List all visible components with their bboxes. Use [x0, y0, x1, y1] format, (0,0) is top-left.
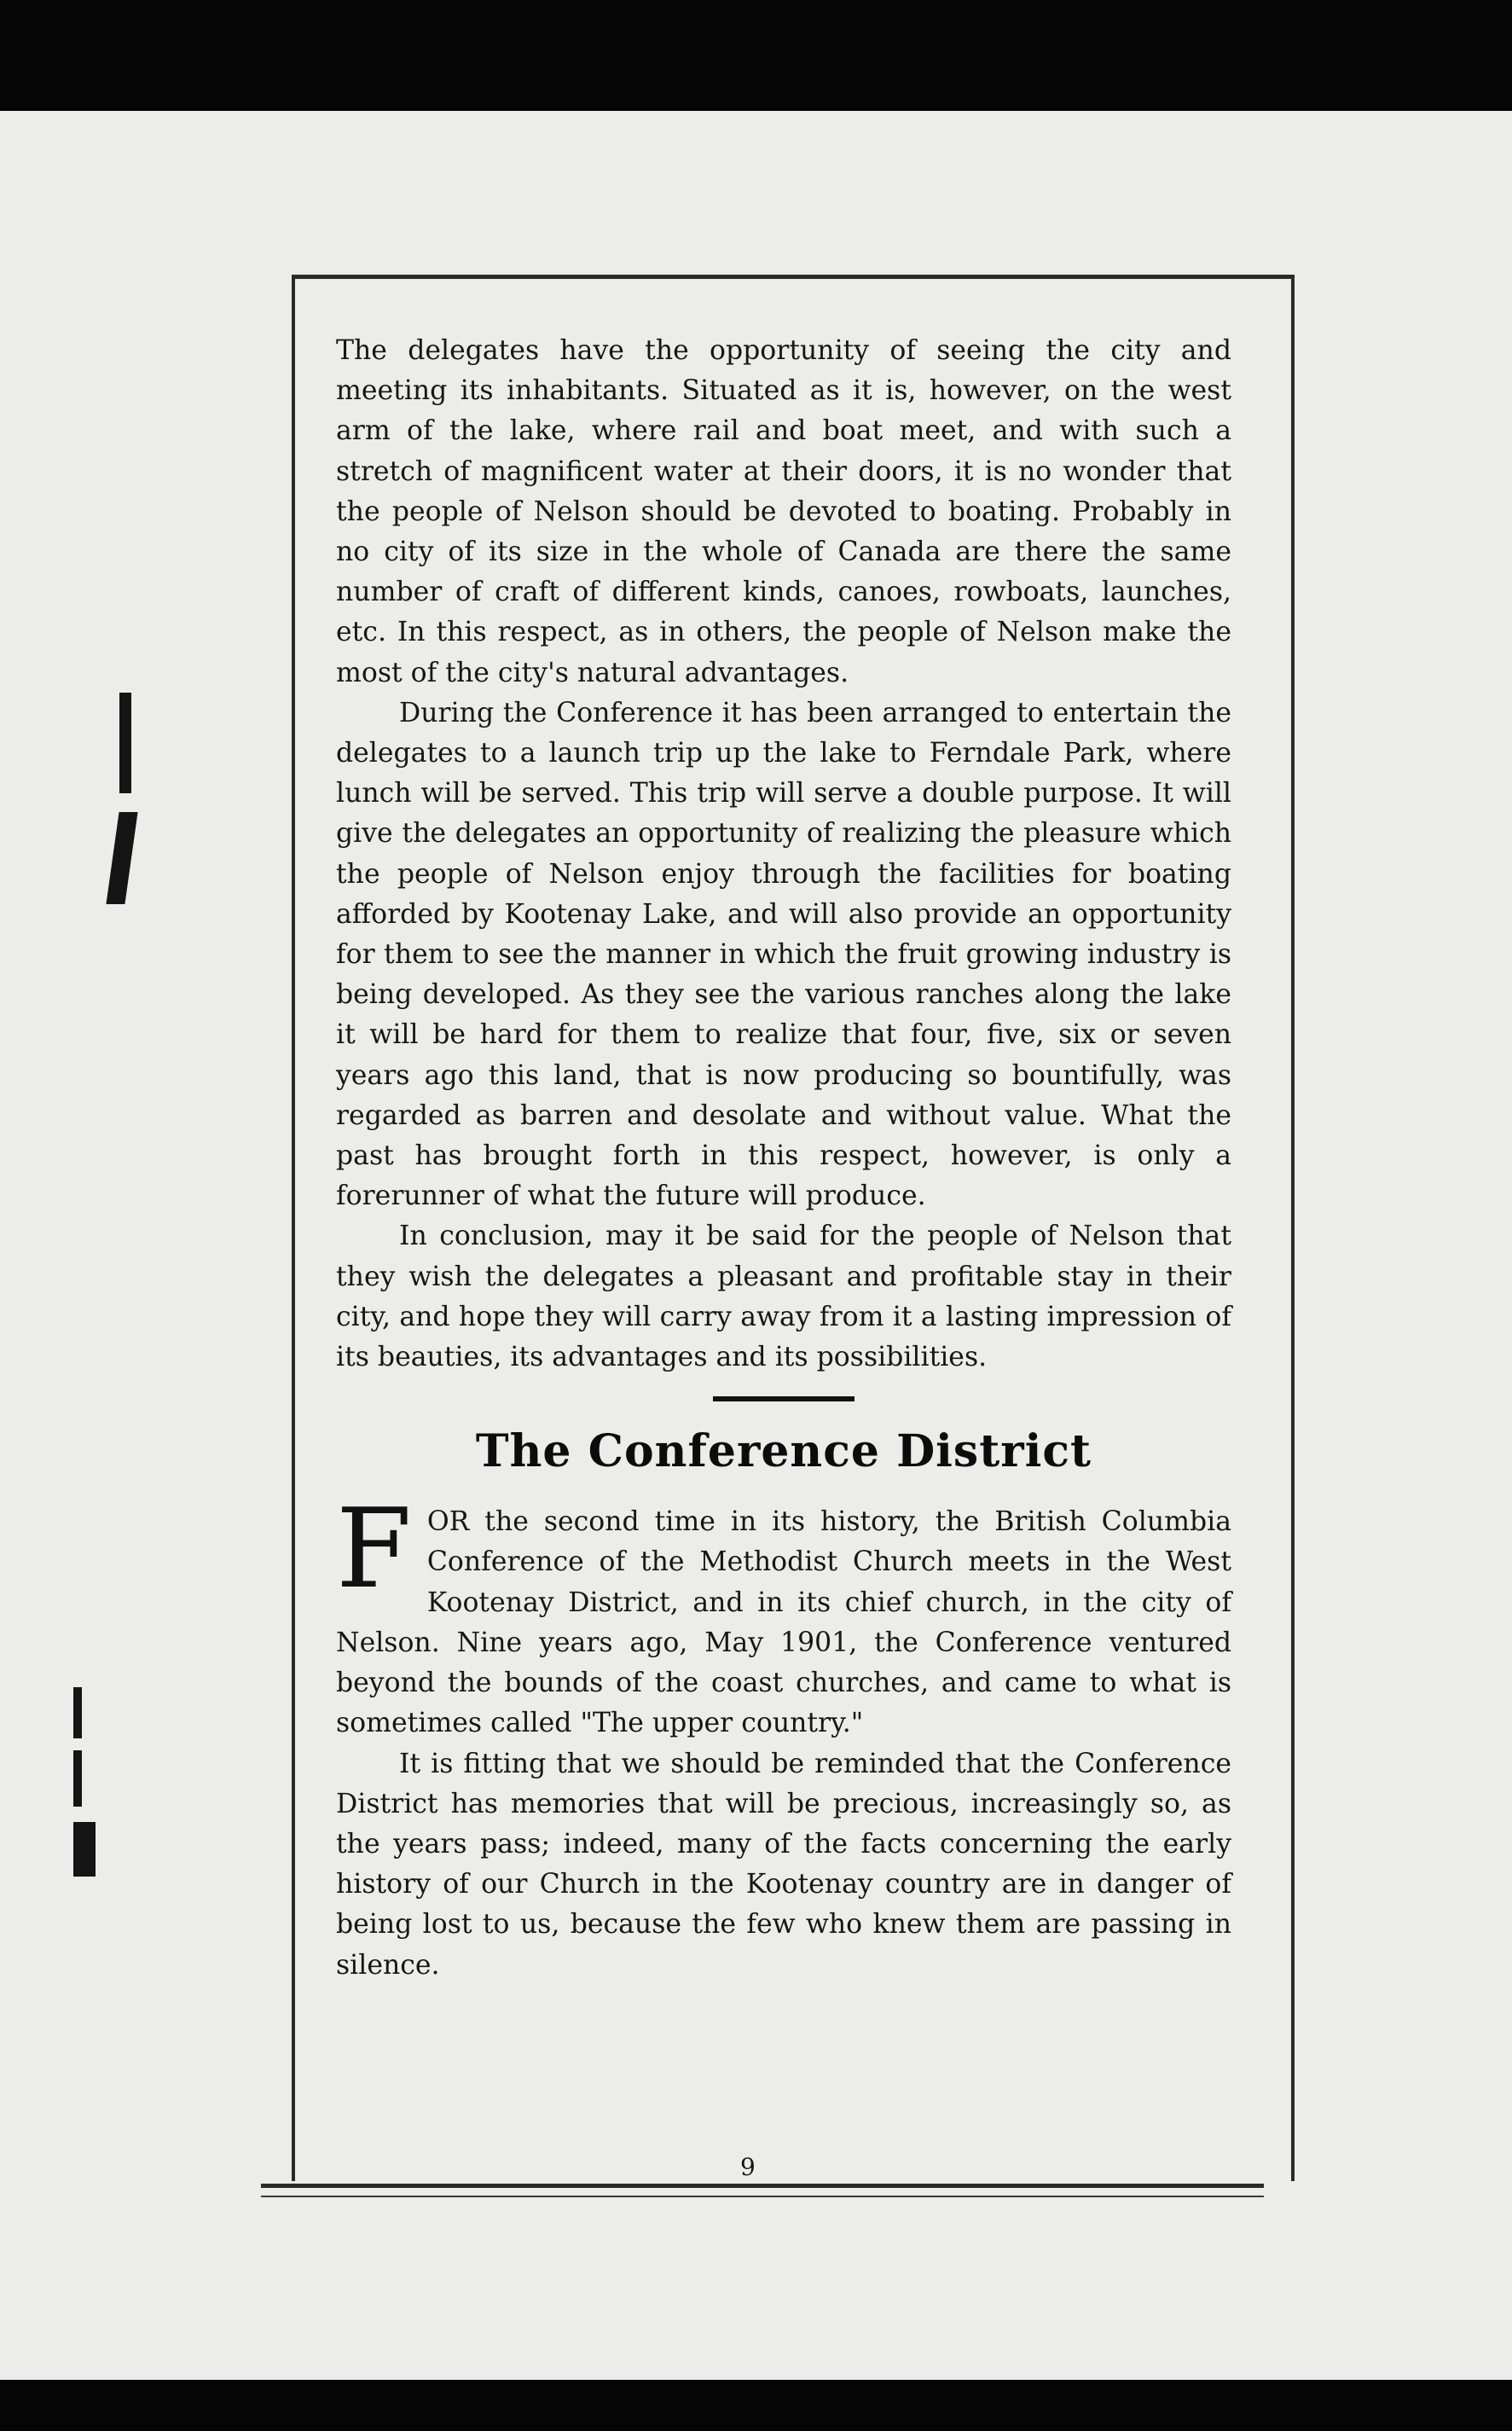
section-heading: The Conference District: [475, 1425, 1092, 1478]
paragraph-launch-trip: During the Conference it has been arranged to entertain the delegates to a launch trip up the lake to Ferndale Park, where lunch will be served. This trip will serve a double purpose. It will give the delegates an opportunity of realizing the pleasure which the people of Nelson enjoy through the facilities for boating afforded by Kootenay Lake, and will also provide an opportunity for them to see the manner in which the fruit growing industry is being developed. As they see the various ranches along the lake it will be hard for them to realize that four, five, six or seven years ago this land, that is now producing so bountifully, was regarded as barren and desolate and without value. What the past has brought forth in this respect, however, is only a forerunner of what the future will produce.: [336, 697, 1231, 1212]
page-content: [336, 331, 1231, 1986]
paragraph-memories: It is fitting that we should be reminded that the Conference District has memories that will be precious, increasingly so, as the years pass; indeed, many of the facts concerning the early history of our Church in the Kootenay country are in danger of being lost to us, because the few who knew them are passing in silence.: [336, 1748, 1231, 1981]
paragraph-conference-district-text: OR the second time in its history, the British Columbia Conference of the Methodist Church meets in the West Kootenay District, and in its chief church, in the city of Nelson. Nine years ago, May 1901, the Conference ventured beyond the bounds of the coast churches, and came to what is sometimes called "The upper country.": [336, 1506, 1231, 1739]
margin-mark-3: [73, 1687, 82, 1738]
section-divider: [713, 1396, 854, 1401]
bottom-rule-secondary: [261, 2196, 1264, 2197]
margin-mark-2: [106, 812, 137, 904]
paragraph-conclusion: In conclusion, may it be said for the people of Nelson that they wish the delegates a pleasant and profitable stay in their city, and hope they will carry away from it a lasting impression of its beauties, its advantages and its possibilities.: [336, 1221, 1231, 1373]
margin-mark-5: [73, 1822, 96, 1877]
drop-cap: F: [336, 1486, 412, 1614]
margin-mark-1: [119, 693, 131, 793]
page-number: 9: [740, 2153, 756, 2181]
margin-mark-4: [73, 1750, 82, 1807]
paragraph-conference-district: [336, 1486, 1231, 1743]
bottom-rule: [261, 2184, 1264, 2188]
paragraph-delegates: The delegates have the opportunity of seeing the city and meeting its inhabitants. Situated as it is, however, on the west arm of the lake, where rail and boat meet, and with such a stretch of magnificent water at their doors, it is no wonder that the people of Nelson should be devoted to boating. Probably in no city of its size in the whole of Canada are there the same number of craft of different kinds, canoes, rowboats, launches, etc. In this respect, as in others, the people of Nelson make the most of the city's natural advantages.: [336, 335, 1231, 688]
